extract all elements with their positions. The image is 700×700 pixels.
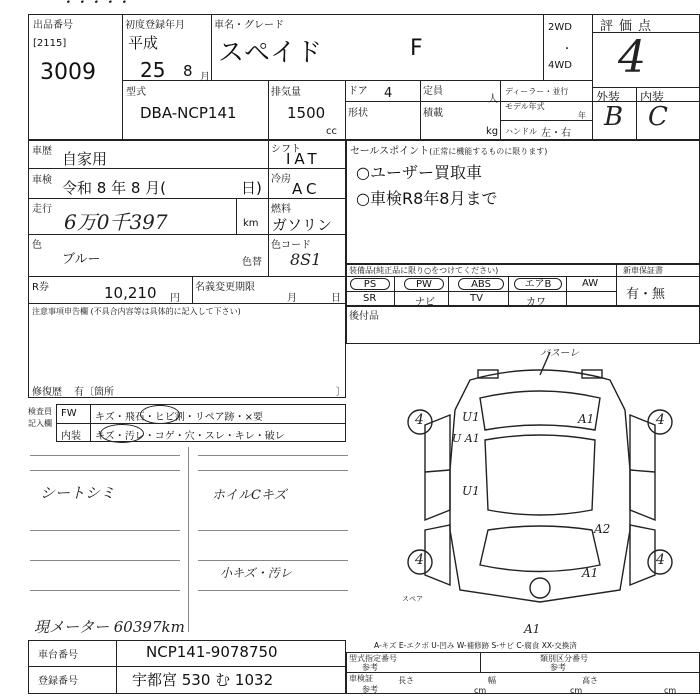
length-unit: cm bbox=[474, 686, 487, 695]
width-label: 幅 bbox=[488, 676, 496, 685]
equip-airbag: エアB bbox=[514, 278, 562, 290]
capacity-unit: 人 bbox=[488, 94, 498, 105]
inspector-row1-tag: FW bbox=[61, 408, 77, 419]
color-label: 色 bbox=[32, 240, 42, 251]
deadline-day: 日 bbox=[331, 293, 341, 304]
lot-number: 3009 bbox=[40, 60, 96, 85]
year: 25 bbox=[140, 58, 166, 82]
shift-label: シフト bbox=[271, 144, 301, 155]
lot-label: 出品番号 bbox=[33, 20, 73, 31]
mark-7: A1 bbox=[524, 622, 541, 636]
drive-sep: ・ bbox=[562, 44, 572, 55]
mileage-label: 走行 bbox=[32, 204, 52, 215]
shape-label: 形状 bbox=[348, 108, 368, 119]
score-label: 評価点 bbox=[600, 19, 658, 34]
inspector-row2-tag: 内装 bbox=[61, 431, 81, 442]
spare-label: スペア bbox=[402, 595, 423, 603]
equip-ps: PS bbox=[350, 278, 390, 290]
model-year-label: モデル年式 bbox=[505, 102, 545, 111]
note-3: 小キズ・汚レ bbox=[220, 566, 292, 580]
interior-value: C bbox=[648, 102, 668, 132]
circle-mark-2 bbox=[100, 424, 144, 443]
diagram-legend: A-キズ E-エクボ U-凹み W-補修跡 S-サビ C-腐食 XX-交換済 bbox=[374, 641, 577, 650]
type-label: 型式 bbox=[126, 87, 146, 98]
mark-6: A1 bbox=[582, 566, 599, 580]
handle-label: ハンドル bbox=[505, 127, 537, 136]
capacity-label: 定員 bbox=[423, 86, 443, 97]
mark-4: U1 bbox=[462, 484, 480, 498]
doors-label: ドア bbox=[348, 86, 368, 97]
equipment-label: 装備品(純正品に限り○をつけてください) bbox=[349, 266, 499, 275]
inspector-label: 検査員記入欄 bbox=[28, 407, 52, 428]
tyre-rr: 4 bbox=[656, 552, 665, 568]
note-4: 現メーター 60397km bbox=[34, 618, 185, 636]
color-value: ブルー bbox=[62, 252, 101, 267]
chassis-label: 車台番号 bbox=[38, 650, 78, 661]
repair-close: 〕 bbox=[336, 387, 346, 398]
inspector-row1: キズ・飛石・ヒビ割・リペア跡・×要 bbox=[95, 412, 263, 423]
handle-value: 左・右 bbox=[541, 128, 571, 139]
dealer-label: ディーラー・並行 bbox=[505, 87, 569, 96]
class-label: 類別区分番号 bbox=[540, 654, 588, 663]
fuel-label: 燃料 bbox=[271, 204, 291, 215]
equip-navi: ナビ bbox=[415, 297, 435, 308]
displacement-label: 排気量 bbox=[271, 87, 301, 98]
equip-abs: ABS bbox=[458, 278, 504, 290]
type-cert-label: 型式指定番号 bbox=[349, 654, 397, 663]
shift-value: IAT bbox=[286, 150, 321, 168]
aftermarket-block bbox=[346, 306, 700, 344]
history-value: 自家用 bbox=[62, 150, 108, 168]
car-diagram bbox=[390, 340, 700, 640]
history-label: 車歴 bbox=[32, 146, 52, 157]
drive-2wd: 2WD bbox=[548, 22, 572, 33]
aftermarket-label: 後付品 bbox=[349, 311, 379, 322]
footer-right bbox=[346, 652, 700, 694]
reg-label: 登録番号 bbox=[38, 676, 78, 687]
reg-value: 宇都宮 530 む 1032 bbox=[132, 671, 274, 689]
cert-ref: 参考 bbox=[362, 685, 378, 694]
mark-5: A2 bbox=[594, 522, 611, 536]
color-code-value: 8S1 bbox=[290, 250, 322, 269]
color-change-label: 色替 bbox=[242, 257, 262, 268]
drive-4wd: 4WD bbox=[548, 60, 572, 71]
load-unit: kg bbox=[486, 126, 499, 137]
mileage-unit: km bbox=[243, 218, 259, 229]
length-label: 長さ bbox=[398, 676, 414, 685]
equip-aw: AW bbox=[582, 278, 599, 289]
cert-label: 車検証 bbox=[349, 674, 373, 683]
notes-label: 注意事項申告欄 (不具合内容等は具体的に記入して下さい) bbox=[32, 307, 241, 316]
sales-point-1: ○ユーザー買取車 bbox=[356, 163, 482, 182]
sales-points-label: セールスポイント(正常に機能するものに限ります) bbox=[350, 146, 548, 157]
mark-1: U1 bbox=[462, 410, 480, 424]
repair-value: 有〔箇所 bbox=[74, 387, 114, 398]
grade: F bbox=[410, 36, 423, 61]
recycle-unit: 円 bbox=[170, 293, 180, 304]
first-reg-label: 初度登録年月 bbox=[125, 20, 185, 31]
type-value: DBA-NCP141 bbox=[140, 104, 237, 122]
equip-sr: SR bbox=[363, 293, 377, 304]
tyre-rl: 4 bbox=[415, 552, 424, 568]
exterior-value: B bbox=[604, 102, 624, 132]
equip-leather: カワ bbox=[526, 297, 546, 308]
month: 8 bbox=[183, 62, 193, 80]
diagram-top-note: バスーレ bbox=[540, 348, 580, 359]
doors-value: 4 bbox=[384, 86, 393, 101]
note-2: ホイルCキズ bbox=[212, 488, 287, 503]
month-unit: 月 bbox=[200, 72, 210, 83]
width-unit: cm bbox=[570, 686, 583, 695]
repair-label: 修復歴 bbox=[32, 387, 62, 398]
circle-mark-1 bbox=[140, 405, 180, 424]
color-code-label: 色コード bbox=[271, 240, 311, 251]
height-label: 高さ bbox=[582, 676, 598, 685]
displacement-unit: cc bbox=[326, 126, 337, 137]
recycle-label: R券 bbox=[32, 282, 49, 293]
mileage-value: 6万0千397 bbox=[64, 210, 168, 234]
ac-label: 冷房 bbox=[271, 174, 291, 185]
era: 平成 bbox=[128, 34, 159, 52]
inspection-day: 日) bbox=[241, 179, 262, 197]
type-cert-ref: 参考 bbox=[362, 663, 378, 672]
note-1: シートシミ bbox=[40, 484, 116, 502]
lot-sub: [2115] bbox=[33, 38, 67, 49]
warranty-label: 新車保証書 bbox=[623, 266, 663, 275]
inspection-label: 車検 bbox=[32, 175, 52, 186]
fuel-value: ガソリン bbox=[272, 216, 333, 234]
tyre-fl: 4 bbox=[415, 412, 424, 428]
chassis-value: NCP141-9078750 bbox=[146, 643, 278, 661]
mark-3: A1 bbox=[578, 412, 595, 426]
height-unit: cm bbox=[664, 686, 677, 695]
displacement-value: 1500 bbox=[287, 104, 326, 122]
load-label: 積載 bbox=[423, 108, 443, 119]
deadline-month: 月 bbox=[287, 293, 297, 304]
inspector-row2: キズ・汚レ・コゲ・穴・スレ・キレ・破レ bbox=[95, 431, 285, 442]
model-year-unit: 年 bbox=[578, 111, 586, 120]
sales-point-2: ○車検R8年8月まで bbox=[356, 189, 498, 208]
ac-value: AC bbox=[292, 180, 321, 198]
model-name: スペイド bbox=[218, 38, 323, 68]
model-name-label: 車名・グレード bbox=[214, 20, 284, 31]
mark-2: U A1 bbox=[452, 432, 480, 445]
inspection-value: 令和 8 年 8 月( bbox=[62, 179, 167, 197]
exterior-label: 外装 bbox=[596, 90, 621, 104]
tyre-fr: 4 bbox=[656, 412, 665, 428]
recycle-value: 10,210 bbox=[104, 284, 157, 302]
equip-tv: TV bbox=[470, 293, 483, 304]
score-value: 4 bbox=[618, 32, 646, 83]
class-ref: 参考 bbox=[550, 663, 566, 672]
warranty-value: 有・無 bbox=[626, 287, 666, 302]
equip-pw: PW bbox=[404, 278, 444, 290]
interior-label: 内装 bbox=[640, 90, 665, 104]
title-deadline-label: 名義変更期限 bbox=[195, 282, 255, 293]
top-cutoff-text: ・・・・・ bbox=[60, 0, 130, 11]
